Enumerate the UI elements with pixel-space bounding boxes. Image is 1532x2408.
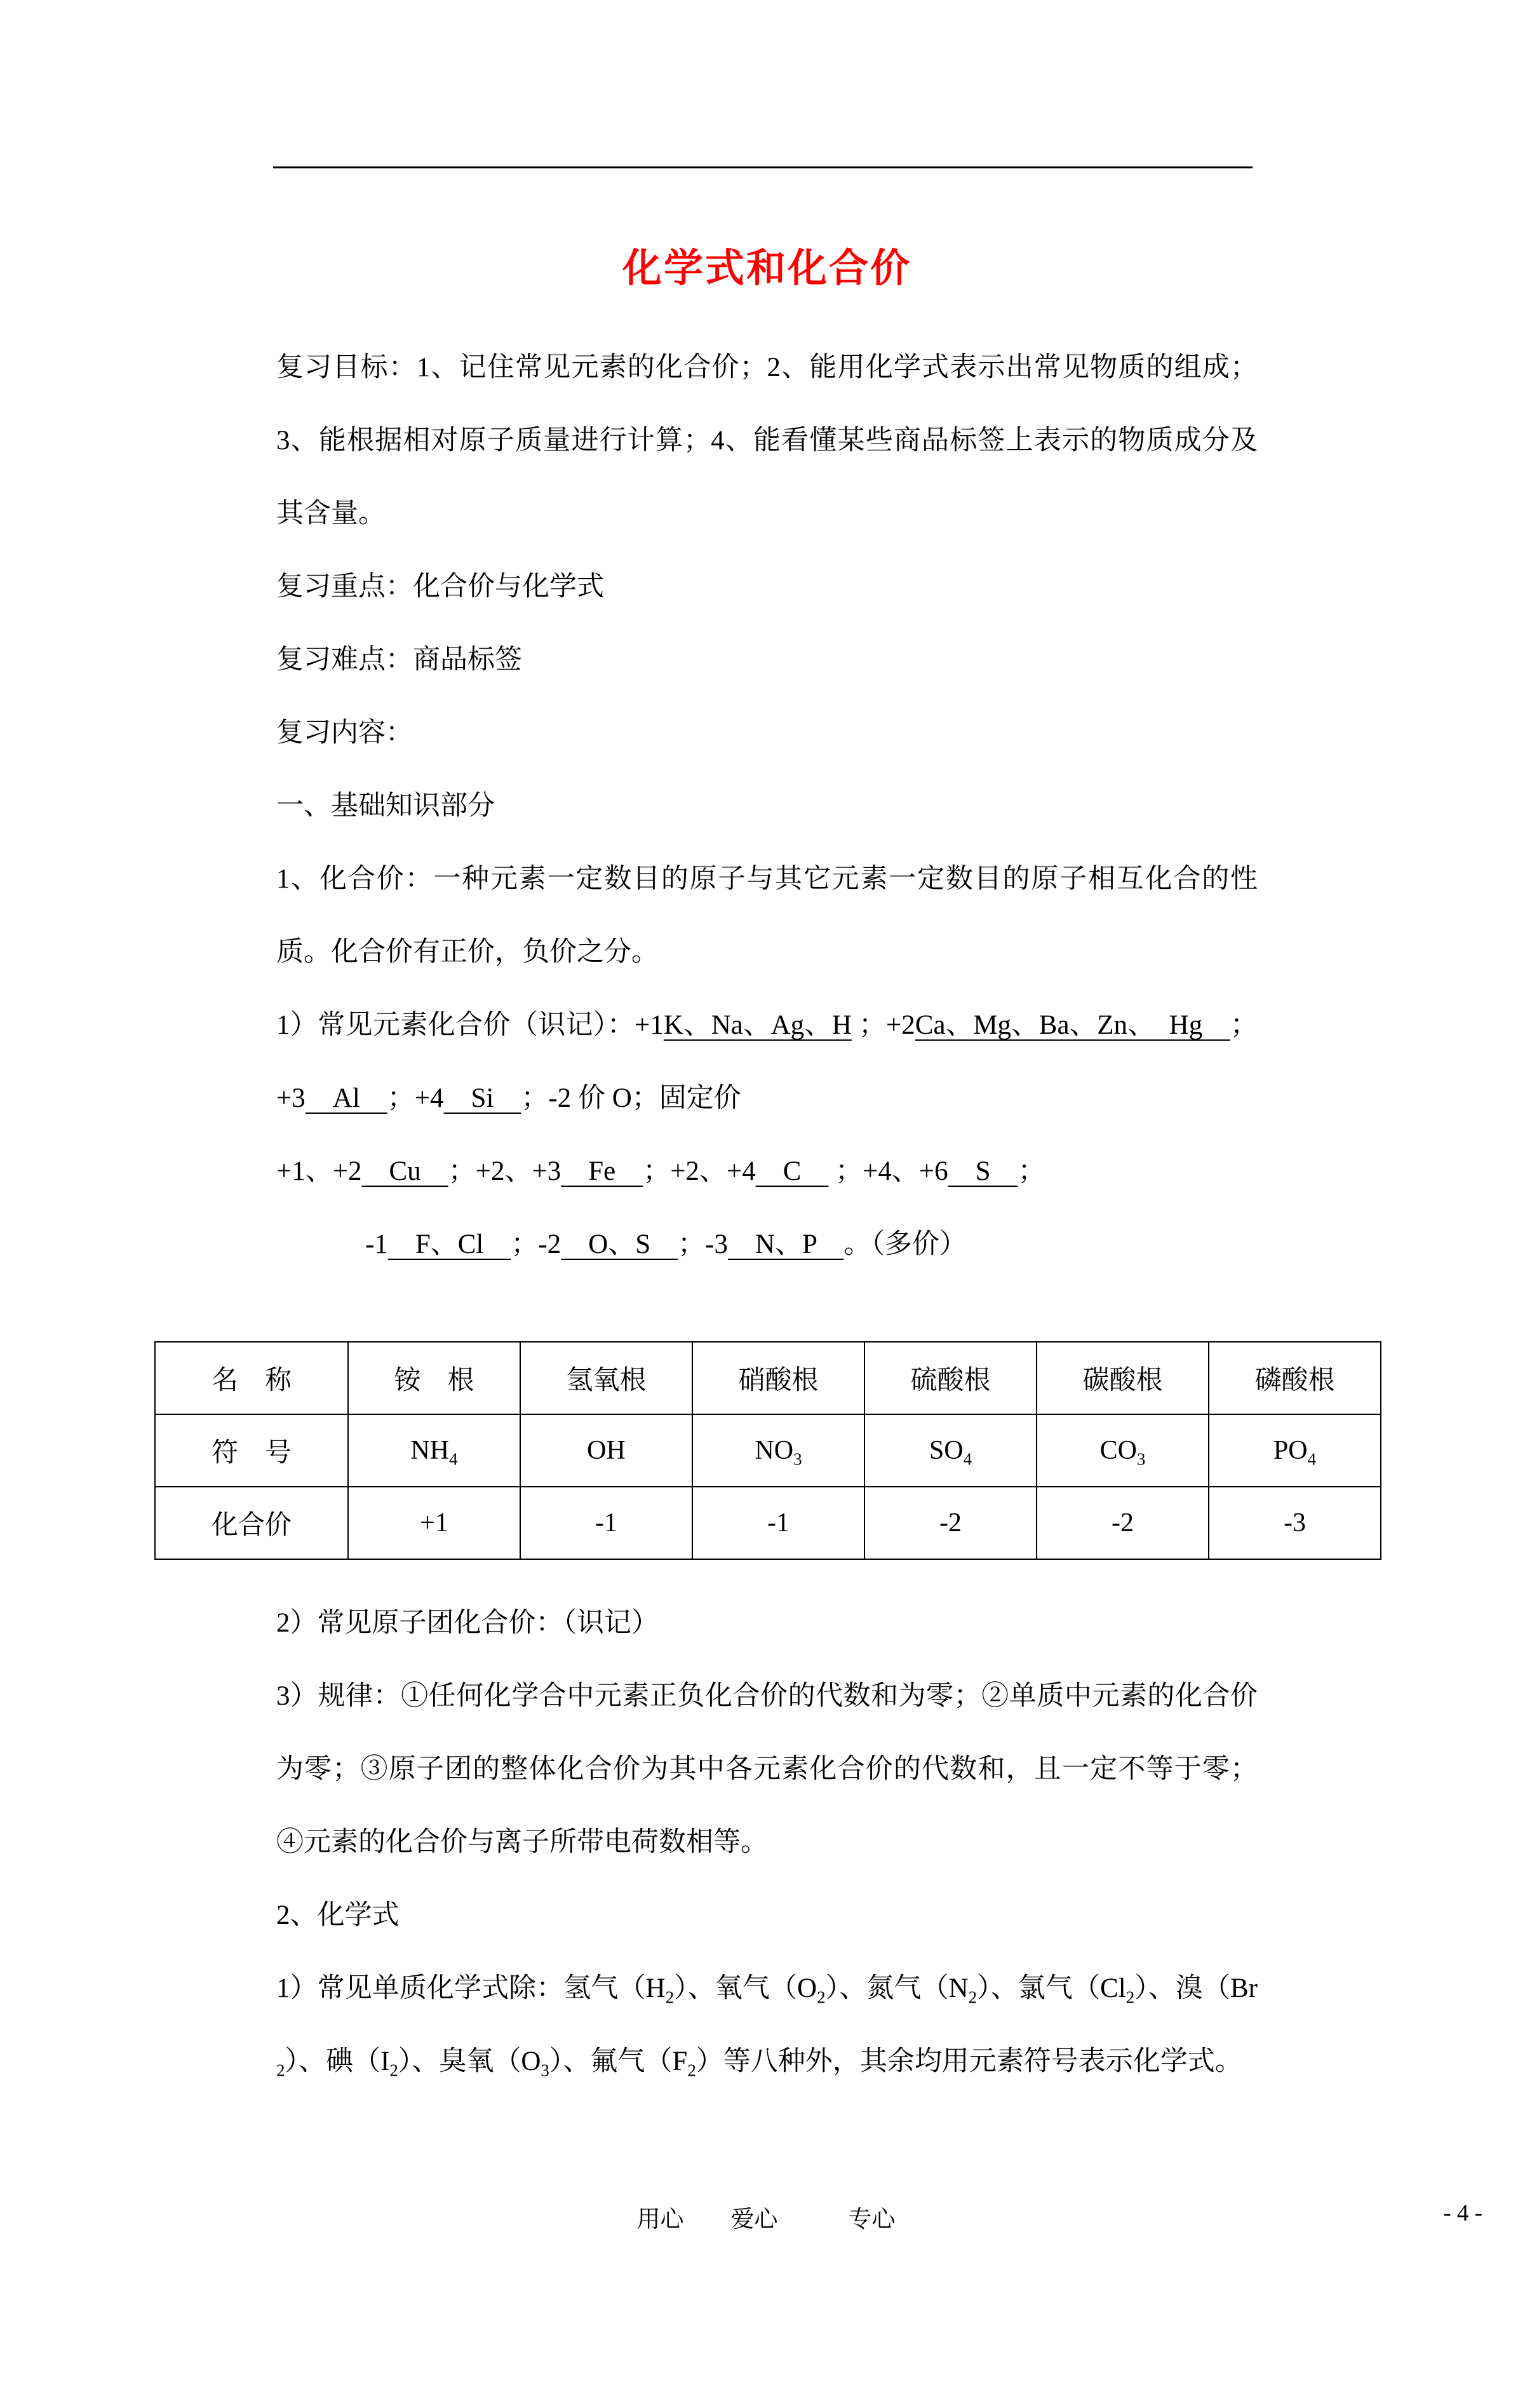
- underlined-fill-in-text: O、S: [561, 1229, 678, 1259]
- subscript-text: 3: [541, 2060, 549, 2080]
- table-cell: [1209, 1342, 1381, 1414]
- subscript-text: 4: [1307, 1449, 1317, 1469]
- document-body: [211, 331, 1335, 2098]
- table-cell: [864, 1342, 1037, 1414]
- text-run: 磷酸根: [1254, 1366, 1335, 1395]
- table-row-label-cell: [155, 1487, 348, 1559]
- text-run: -1: [365, 1229, 388, 1259]
- table-cell: [1037, 1342, 1209, 1414]
- table-cell: [520, 1414, 692, 1487]
- radical-valence-table: [154, 1341, 1381, 1560]
- paragraph-review-difficulty: [276, 623, 1258, 696]
- text-run: ）、氯气（Cl: [977, 1973, 1126, 2003]
- text-run: 硝酸根: [738, 1366, 819, 1395]
- subscript-text: 4: [963, 1449, 972, 1469]
- text-run: OH: [587, 1436, 626, 1465]
- text-run: NO: [755, 1436, 794, 1465]
- text-run: CO: [1099, 1436, 1137, 1465]
- text-run: 。（多价）: [843, 1229, 967, 1259]
- table-cell: [1209, 1487, 1381, 1559]
- text-run: -2: [939, 1508, 962, 1538]
- underlined-fill-in-text: Fe: [561, 1156, 643, 1186]
- table-cell: [692, 1342, 864, 1414]
- paragraph-section-basics: [276, 769, 1258, 842]
- text-run: ；+2、+3: [448, 1156, 561, 1186]
- text-run: ；+2、+4: [643, 1156, 756, 1186]
- text-run: ）、氟气（F: [549, 2046, 688, 2076]
- text-run: 1、化合价：一种元素一定数目的原子与其它元素一定数目的原子相互化合的性质。化合价有正价，负价之分。: [276, 864, 1258, 967]
- table-cell: [692, 1414, 864, 1487]
- paragraph-review-focus: [276, 550, 1258, 623]
- text-run: 2）常见原子团化合价：（识记）: [276, 1608, 659, 1638]
- header-rule: [273, 166, 1253, 168]
- subscript-text: 2: [687, 2060, 696, 2080]
- text-run: 1）常见元素化合价（识记）：+1: [276, 1010, 664, 1040]
- text-run: 碳酸根: [1082, 1366, 1163, 1395]
- text-run: +1、+2: [276, 1156, 362, 1186]
- text-run: ；+4、+6: [828, 1156, 948, 1186]
- paragraph-review-goals: [276, 331, 1258, 550]
- subscript-text: 4: [449, 1449, 458, 1469]
- table-row-label-cell: [155, 1342, 348, 1414]
- text-run: ）、溴（Br: [1134, 1973, 1258, 2003]
- table-cell: [520, 1487, 692, 1559]
- underlined-fill-in-text: S: [948, 1156, 1018, 1186]
- subscript-text: 2: [817, 1987, 826, 2007]
- text-run: -2: [1112, 1508, 1134, 1538]
- subscript-text: 2: [1125, 1987, 1135, 2007]
- subscript-text: 2: [665, 1987, 675, 2007]
- underlined-fill-in-text: K、Na、Ag、H: [663, 1010, 852, 1040]
- text-run: -1: [767, 1508, 790, 1538]
- subscript-text: 3: [793, 1449, 802, 1469]
- text-run: PO: [1273, 1436, 1308, 1465]
- text-run: ；+2: [851, 1010, 915, 1040]
- text-run: ）、臭氧（O: [398, 2046, 541, 2076]
- paragraph-elemental-formulas: [276, 1952, 1258, 2098]
- text-run: 名 称: [211, 1366, 292, 1395]
- text-run: ）、氧气（O: [674, 1973, 817, 2003]
- text-run: 复习目标：1、记住常见元素的化合价；2、能用化学式表示出常见物质的组成；3、能根据相对原子质量进行计算；4、能看懂某些商品标签上表示的物质成分及其含量。: [276, 353, 1258, 529]
- text-run: 氢氧根: [566, 1366, 647, 1395]
- text-run: 复习重点：化合价与化学式: [276, 572, 604, 602]
- text-run: 化合价: [211, 1511, 292, 1540]
- table-row: [155, 1414, 1381, 1487]
- text-run: ；: [1018, 1156, 1045, 1186]
- underlined-fill-in-text: C: [755, 1156, 829, 1186]
- table-cell: [864, 1414, 1037, 1487]
- text-run: ；-2: [511, 1229, 561, 1259]
- table-cell: [348, 1414, 520, 1487]
- table-cell: [348, 1342, 520, 1414]
- paragraph-chemical-formula: [276, 1879, 1258, 1952]
- subscript-text: 3: [1136, 1449, 1146, 1469]
- underlined-fill-in-text: F、Cl: [387, 1229, 511, 1259]
- footer-motto: 用心 爱心 专心: [636, 2207, 896, 2233]
- table-cell: [1037, 1487, 1209, 1559]
- paragraph-radical-valences: [276, 1586, 1258, 1660]
- text-run: 复习难点：商品标签: [276, 645, 522, 675]
- text-run: 硫酸根: [910, 1366, 991, 1395]
- paragraph-review-content: [276, 696, 1258, 769]
- table-cell: [1209, 1414, 1381, 1487]
- text-run: +1: [420, 1508, 448, 1538]
- table-cell: [864, 1487, 1037, 1559]
- text-run: SO: [929, 1436, 964, 1465]
- text-run: NH: [410, 1436, 450, 1465]
- paragraph-valence-definition: [276, 842, 1258, 989]
- table-cell: [348, 1487, 520, 1559]
- underlined-fill-in-text: Al: [305, 1083, 387, 1113]
- paragraph-multi-valence-metals: [276, 1135, 1258, 1208]
- table-row-label-cell: [155, 1414, 348, 1487]
- text-run: ）、碘（I: [285, 2046, 390, 2076]
- underlined-fill-in-text: N、P: [728, 1229, 844, 1259]
- subscript-text: 2: [968, 1987, 978, 2007]
- content-area: [211, 224, 1335, 2098]
- text-run: ）等八种外，其余均用元素符号表示化学式。: [695, 2046, 1242, 2076]
- paragraph-negative-valences: [276, 1208, 1258, 1281]
- paragraph-common-valences: [276, 989, 1258, 1135]
- underlined-fill-in-text: Ca、Mg、Ba、Zn、 Hg: [915, 1010, 1230, 1040]
- underlined-fill-in-text: Cu: [361, 1156, 448, 1186]
- text-run: -3: [1284, 1508, 1306, 1538]
- paragraph-valence-rules: [276, 1660, 1258, 1879]
- table-cell: [1037, 1414, 1209, 1487]
- page-number: - 4 -: [1443, 2200, 1482, 2226]
- table-header-row: [155, 1342, 1381, 1414]
- text-run: 铵 根: [394, 1366, 474, 1395]
- text-run: 复习内容：: [276, 718, 413, 748]
- table-cell: [520, 1342, 692, 1414]
- text-run: 2、化学式: [276, 1900, 400, 1930]
- text-run: ；+4: [387, 1083, 444, 1113]
- table-cell: [692, 1487, 864, 1559]
- text-run: ；-2 价 O；固定价: [521, 1083, 741, 1113]
- text-run: -1: [595, 1508, 617, 1538]
- page-title: 化学式和化合价: [622, 247, 911, 290]
- table-row: [155, 1487, 1381, 1559]
- text-run: 符 号: [211, 1438, 292, 1468]
- text-run: ；-3: [678, 1229, 728, 1259]
- subscript-text: 2: [276, 2060, 285, 2080]
- text-run: 1）常见单质化学式除：氢气（H: [276, 1973, 666, 2003]
- text-run: ）、氮气（N: [825, 1973, 969, 2003]
- subscript-text: 2: [389, 2060, 398, 2080]
- text-run: 3）规律：①任何化学合中元素正负化合价的代数和为零；②单质中元素的化合价为零；③原子团的整体化合价为其中各元素化合价的代数和，且一定不等于零；④元素的化合价与离子所带电荷数相等。: [276, 1681, 1258, 1857]
- underlined-fill-in-text: Si: [443, 1083, 521, 1113]
- text-run: 一、基础知识部分: [276, 791, 495, 821]
- text-run: ；+3: [276, 1010, 1258, 1113]
- footer: [0, 2200, 1532, 2234]
